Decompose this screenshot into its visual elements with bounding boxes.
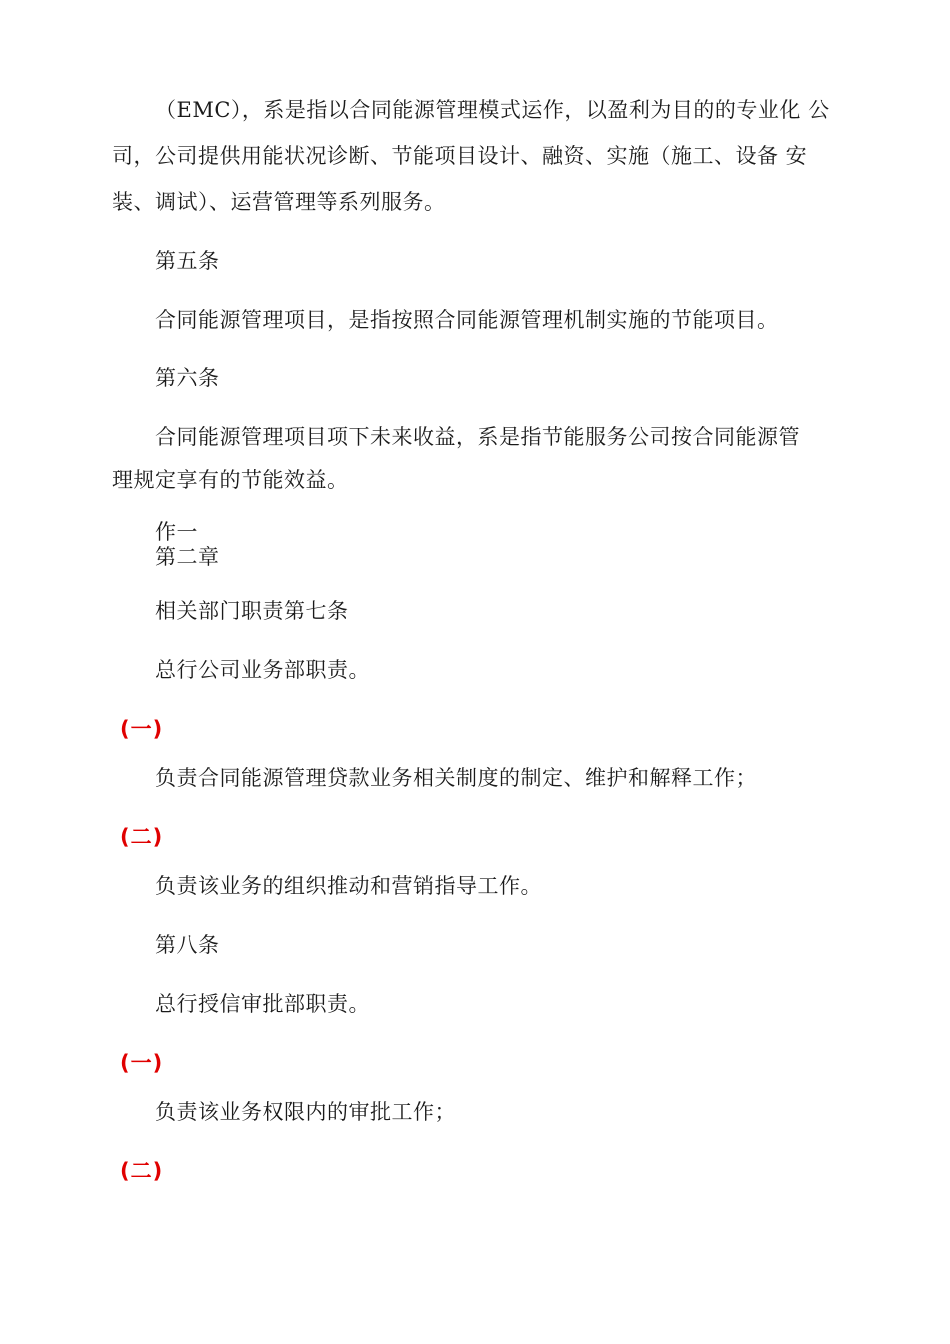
zuo-yi-heading: 作一 xyxy=(155,520,198,544)
article-8-item-1-marker: (一) xyxy=(120,1051,164,1075)
article-7-intro: 总行公司业务部职责。 xyxy=(155,658,370,682)
article-7-item-2-marker: (二) xyxy=(120,825,164,849)
article-8-intro: 总行授信审批部职责。 xyxy=(155,992,370,1016)
article-5-title: 第五条 xyxy=(155,249,220,273)
para-emc-line-3: 装、调试）、运营管理等系列服务。 xyxy=(112,190,446,214)
article-8-item-2-marker: (二) xyxy=(120,1159,164,1183)
article-7-item-1-text: 负责合同能源管理贷款业务相关制度的制定、维护和解释工作； xyxy=(155,766,757,790)
chapter-2-subtitle: 相关部门职责第七条 xyxy=(155,599,349,623)
para-emc-line-2: 司，公司提供用能状况诊断、节能项目设计、融资、实施（施工、设备 安 xyxy=(112,144,808,168)
article-6-title: 第六条 xyxy=(155,366,220,390)
chapter-2-title: 第二章 xyxy=(155,545,220,569)
article-6-text-line-2: 理规定享有的节能效益。 xyxy=(112,468,349,492)
article-7-item-1-marker: (一) xyxy=(120,717,164,741)
article-7-item-2-text: 负责该业务的组织推动和营销指导工作。 xyxy=(155,874,542,898)
article-6-text-line-1: 合同能源管理项目项下未来收益，系是指节能服务公司按合同能源管 xyxy=(155,425,800,449)
article-8-item-1-text: 负责该业务权限内的审批工作； xyxy=(155,1100,456,1124)
para-emc-line-1: （EMC），系是指以合同能源管理模式运作，以盈利为目的的专业化 公 xyxy=(155,98,830,122)
article-5-text: 合同能源管理项目，是指按照合同能源管理机制实施的节能项目。 xyxy=(155,308,779,332)
article-8-title: 第八条 xyxy=(155,933,220,957)
